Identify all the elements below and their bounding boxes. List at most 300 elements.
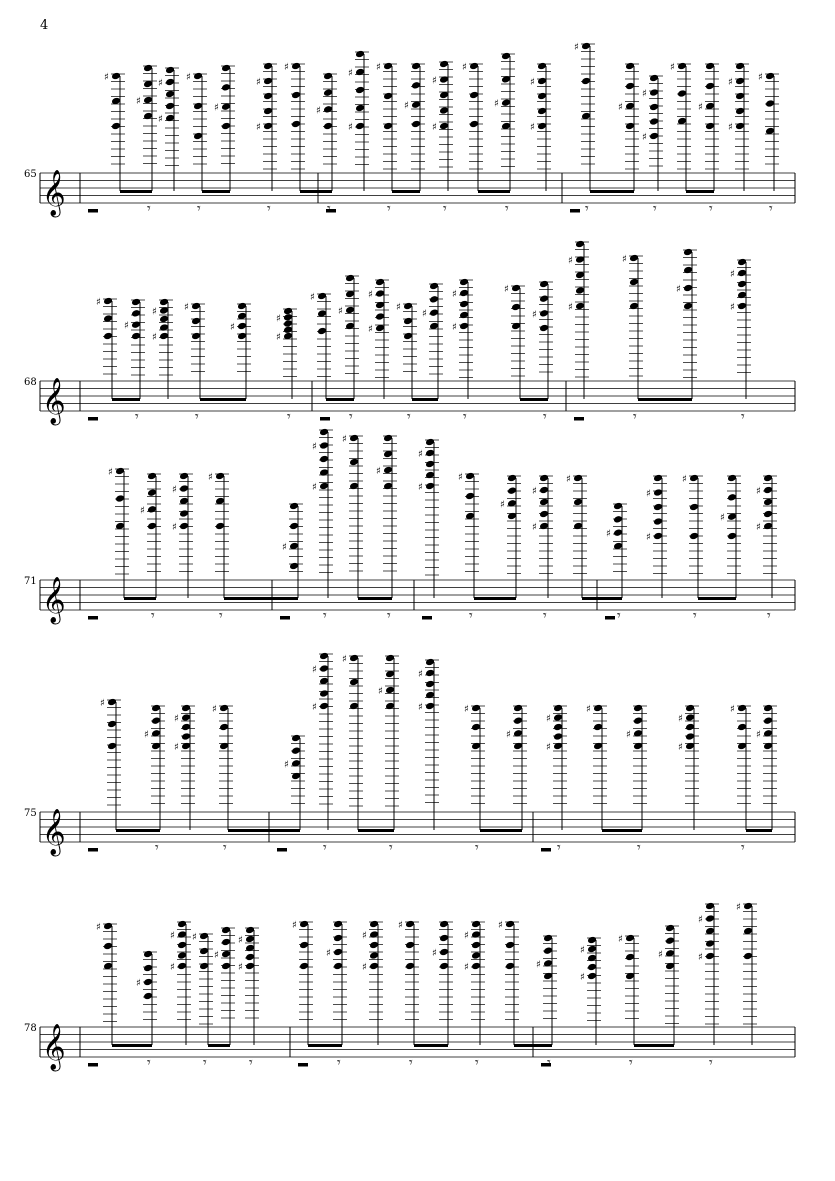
note-head <box>375 312 385 321</box>
sharp-accidental: ♯ <box>238 962 243 973</box>
note-head <box>375 289 385 298</box>
note-head <box>629 278 639 287</box>
sharp-accidental: ♯ <box>170 962 175 973</box>
sharp-accidental: ♯ <box>618 934 623 945</box>
note-head <box>221 950 231 959</box>
note-head <box>383 482 393 491</box>
sharp-accidental: ♯ <box>676 284 681 295</box>
note-head <box>333 934 343 943</box>
beam <box>414 1044 448 1047</box>
sharp-accidental: ♯ <box>100 698 105 709</box>
note-head <box>385 654 395 663</box>
note-head <box>763 474 773 483</box>
note-head <box>575 255 585 264</box>
note-head <box>625 972 635 981</box>
note-head <box>355 68 365 77</box>
note-head <box>553 742 563 751</box>
eighth-rest: 𝄾 <box>543 608 547 624</box>
note-head <box>221 926 231 935</box>
note-head <box>425 680 435 689</box>
note-head <box>369 941 379 950</box>
note-head <box>513 742 523 751</box>
treble-clef: 𝄞 <box>42 1024 66 1070</box>
note-head <box>537 92 547 101</box>
note-head <box>735 77 745 86</box>
note-head <box>319 664 329 673</box>
note-head <box>763 498 773 507</box>
beam <box>202 190 230 193</box>
note-head <box>629 302 639 311</box>
sharp-accidental: ♯ <box>326 948 331 959</box>
note-head <box>405 962 415 971</box>
sharp-accidental: ♯ <box>140 505 145 517</box>
note-head <box>245 962 255 971</box>
note-head <box>333 920 343 929</box>
note-head <box>501 98 511 107</box>
note-head <box>511 284 521 293</box>
note-head <box>147 488 157 497</box>
eighth-rest: 𝄾 <box>469 608 473 624</box>
note-head <box>263 122 273 131</box>
note-head <box>737 280 747 289</box>
eighth-rest: 𝄾 <box>249 1055 253 1071</box>
note-head <box>653 503 663 512</box>
note-head <box>143 950 153 959</box>
beam <box>520 398 548 401</box>
sharp-accidental: ♯ <box>310 292 315 303</box>
beam <box>698 597 736 600</box>
note-head <box>425 471 435 480</box>
note-head <box>319 652 329 661</box>
eighth-rest: 𝄾 <box>147 1055 151 1071</box>
sharp-accidental: ♯ <box>312 702 317 713</box>
sharp-accidental: ♯ <box>348 68 353 79</box>
note-head <box>193 72 203 81</box>
note-head <box>737 742 747 751</box>
note-head <box>159 332 169 341</box>
note-head <box>221 64 231 73</box>
sharp-accidental: ♯ <box>464 962 469 973</box>
sharp-accidental: ♯ <box>432 122 437 133</box>
note-head <box>131 298 141 307</box>
sharp-accidental: ♯ <box>124 320 129 332</box>
note-head <box>459 300 469 309</box>
note-head <box>633 704 643 713</box>
note-head <box>177 951 187 960</box>
eighth-rest: 𝄾 <box>543 409 547 425</box>
sharp-accidental: ♯ <box>658 949 663 961</box>
note-head <box>143 96 153 105</box>
sharp-accidental: ♯ <box>452 289 457 300</box>
sharp-accidental: ♯ <box>398 920 403 931</box>
note-head <box>131 309 141 318</box>
whole-rest <box>88 1063 98 1067</box>
note-head <box>511 303 521 312</box>
note-head <box>459 311 469 320</box>
note-head <box>471 962 481 971</box>
note-head <box>511 322 521 331</box>
note-head <box>177 920 187 929</box>
note-head <box>345 306 355 315</box>
note-head <box>439 106 449 115</box>
note-head <box>705 902 715 911</box>
sharp-accidental: ♯ <box>158 114 163 125</box>
note-head <box>425 658 435 667</box>
sharp-accidental: ♯ <box>172 522 177 533</box>
measure-number-system-1: 65 <box>24 169 37 180</box>
note-head <box>245 935 255 944</box>
note-head <box>323 122 333 131</box>
note-head <box>131 332 141 341</box>
beam <box>392 190 420 193</box>
sharp-accidental: ♯ <box>698 952 703 963</box>
beam <box>228 829 300 832</box>
note-head <box>763 510 773 519</box>
note-head <box>539 309 549 318</box>
whole-rest <box>326 209 336 213</box>
note-head <box>411 62 421 71</box>
note-head <box>403 302 413 311</box>
eighth-rest: 𝄾 <box>709 201 713 217</box>
note-head <box>439 948 449 957</box>
note-head <box>237 302 247 311</box>
note-head <box>383 466 393 475</box>
eighth-rest: 𝄾 <box>475 1055 479 1071</box>
note-head <box>735 62 745 71</box>
eighth-rest: 𝄾 <box>387 608 391 624</box>
note-head <box>383 434 393 443</box>
note-head <box>539 486 549 495</box>
note-head <box>103 942 113 951</box>
sharp-accidental: ♯ <box>626 729 631 741</box>
eighth-rest: 𝄾 <box>223 840 227 856</box>
note-head <box>191 302 201 311</box>
treble-clef: 𝄞 <box>42 809 66 855</box>
eighth-rest: 𝄾 <box>475 840 479 856</box>
sharp-accidental: ♯ <box>532 309 537 321</box>
eighth-rest: 𝄾 <box>151 608 155 624</box>
note-head <box>383 92 393 101</box>
note-head <box>165 78 175 87</box>
page-number: 4 <box>40 18 49 33</box>
note-head <box>291 62 301 71</box>
whole-rest <box>280 616 290 620</box>
note-head <box>653 488 663 497</box>
whole-rest <box>422 616 432 620</box>
eighth-rest: 𝄾 <box>155 840 159 856</box>
note-head <box>685 713 695 722</box>
sharp-accidental: ♯ <box>462 62 467 73</box>
note-head <box>727 493 737 502</box>
whole-rest <box>88 417 98 421</box>
sharp-accidental: ♯ <box>574 42 579 53</box>
note-head <box>219 742 229 751</box>
whole-rest <box>298 1063 308 1067</box>
eighth-rest: 𝄾 <box>585 201 589 217</box>
note-head <box>471 704 481 713</box>
note-head <box>405 941 415 950</box>
note-head <box>375 301 385 310</box>
sharp-accidental: ♯ <box>152 306 157 318</box>
note-head <box>165 102 175 111</box>
sharp-accidental: ♯ <box>418 702 423 713</box>
note-head <box>465 492 475 501</box>
note-head <box>459 289 469 298</box>
sharp-accidental: ♯ <box>418 482 423 493</box>
note-head <box>199 962 209 971</box>
note-head <box>143 978 153 987</box>
note-head <box>587 972 597 981</box>
note-head <box>177 941 187 950</box>
note-head <box>683 248 693 257</box>
note-head <box>349 654 359 663</box>
sharp-accidental: ♯ <box>756 729 761 741</box>
measure-number-system-5: 78 <box>24 1023 37 1034</box>
sharp-accidental: ♯ <box>418 449 423 460</box>
note-head <box>369 920 379 929</box>
eighth-rest: 𝄾 <box>349 409 353 425</box>
note-head <box>143 64 153 73</box>
note-head <box>507 486 517 495</box>
sharp-accidental: ♯ <box>494 98 499 110</box>
sharp-accidental: ♯ <box>682 474 687 485</box>
note-head <box>181 723 191 732</box>
note-head <box>685 723 695 732</box>
beam <box>200 398 246 401</box>
eighth-rest: 𝄾 <box>147 201 151 217</box>
eighth-rest: 𝄾 <box>287 409 291 425</box>
note-head <box>593 704 603 713</box>
note-head <box>689 474 699 483</box>
eighth-rest: 𝄾 <box>323 608 327 624</box>
note-head <box>151 704 161 713</box>
sharp-accidental: ♯ <box>404 100 409 112</box>
note-head <box>763 522 773 531</box>
note-head <box>131 320 141 329</box>
eighth-rest: 𝄾 <box>557 840 561 856</box>
sharp-accidental: ♯ <box>136 978 141 989</box>
note-head <box>737 723 747 732</box>
sharp-accidental: ♯ <box>720 512 725 524</box>
note-head <box>147 472 157 481</box>
note-head <box>689 503 699 512</box>
sharp-accidental: ♯ <box>432 948 437 959</box>
sharp-accidental: ♯ <box>452 322 457 333</box>
note-head <box>649 74 659 83</box>
note-head <box>543 972 553 981</box>
eighth-rest: 𝄾 <box>387 201 391 217</box>
sharp-accidental: ♯ <box>758 72 763 83</box>
note-head <box>765 99 775 108</box>
note-head <box>177 962 187 971</box>
eighth-rest: 𝄾 <box>637 840 641 856</box>
eighth-rest: 𝄾 <box>409 1055 413 1071</box>
beam <box>358 597 392 600</box>
sharp-accidental: ♯ <box>136 96 141 107</box>
note-head <box>471 941 481 950</box>
note-head <box>649 117 659 126</box>
note-head <box>263 107 273 116</box>
note-head <box>587 945 597 954</box>
sharp-accidental: ♯ <box>256 77 261 88</box>
sharp-accidental: ♯ <box>536 959 541 971</box>
note-head <box>573 498 583 507</box>
note-head <box>237 322 247 331</box>
note-head <box>737 302 747 311</box>
eighth-rest: 𝄾 <box>323 840 327 856</box>
note-head <box>613 515 623 524</box>
note-head <box>743 952 753 961</box>
note-head <box>181 732 191 741</box>
eighth-rest: 𝄾 <box>195 409 199 425</box>
beam <box>686 190 714 193</box>
note-head <box>143 112 153 121</box>
note-head <box>587 963 597 972</box>
note-head <box>649 132 659 141</box>
note-head <box>151 716 161 725</box>
note-head <box>459 322 469 331</box>
eighth-rest: 𝄾 <box>337 1055 341 1071</box>
sharp-accidental: ♯ <box>368 324 373 335</box>
beam <box>208 1044 230 1047</box>
note-head <box>653 517 663 526</box>
sharp-accidental: ♯ <box>622 254 627 265</box>
note-head <box>683 266 693 275</box>
sharp-accidental: ♯ <box>230 322 235 333</box>
sharp-accidental: ♯ <box>432 75 437 87</box>
beam <box>224 597 298 600</box>
beam <box>746 829 772 832</box>
sharp-accidental: ♯ <box>238 935 243 946</box>
sharp-accidental: ♯ <box>568 302 573 313</box>
eighth-rest: 𝄾 <box>505 201 509 217</box>
beam <box>112 398 140 401</box>
note-head <box>181 742 191 751</box>
sharp-accidental: ♯ <box>418 669 423 680</box>
note-head <box>705 939 715 948</box>
eighth-rest: 𝄾 <box>617 608 621 624</box>
whole-rest <box>88 848 98 852</box>
note-head <box>355 122 365 131</box>
sharp-accidental: ♯ <box>192 932 197 943</box>
eighth-rest: 𝄾 <box>629 1055 633 1071</box>
note-head <box>181 713 191 722</box>
note-head <box>111 72 121 81</box>
sharp-accidental: ♯ <box>214 950 219 961</box>
note-head <box>177 930 187 939</box>
note-head <box>471 723 481 732</box>
sharp-accidental: ♯ <box>530 77 535 88</box>
note-head <box>319 428 329 437</box>
eighth-rest: 𝄾 <box>219 608 223 624</box>
note-head <box>513 716 523 725</box>
note-head <box>219 704 229 713</box>
note-head <box>103 332 113 341</box>
note-head <box>193 102 203 111</box>
sharp-accidental: ♯ <box>104 72 109 83</box>
sharp-accidental: ♯ <box>152 332 157 343</box>
note-head <box>763 486 773 495</box>
note-head <box>283 307 293 316</box>
note-head <box>665 936 675 945</box>
note-head <box>507 474 517 483</box>
note-head <box>299 962 309 971</box>
note-head <box>425 449 435 458</box>
note-head <box>763 742 773 751</box>
note-head <box>705 82 715 91</box>
note-head <box>727 532 737 541</box>
note-head <box>539 324 549 333</box>
sharp-accidental: ♯ <box>276 313 281 325</box>
note-head <box>425 669 435 678</box>
beam <box>112 1044 152 1047</box>
sharp-accidental: ♯ <box>464 704 469 715</box>
note-head <box>143 992 153 1001</box>
whole-rest <box>320 417 330 421</box>
sharp-accidental: ♯ <box>170 930 175 942</box>
note-head <box>581 42 591 51</box>
sharp-accidental: ♯ <box>108 467 113 478</box>
note-head <box>319 441 329 450</box>
note-head <box>553 723 563 732</box>
beam <box>412 398 438 401</box>
note-head <box>289 522 299 531</box>
note-head <box>221 962 231 971</box>
eighth-rest: 𝄾 <box>267 201 271 217</box>
note-head <box>383 122 393 131</box>
note-head <box>319 482 329 491</box>
sharp-accidental: ♯ <box>464 930 469 942</box>
sharp-accidental: ♯ <box>368 289 373 301</box>
sharp-accidental: ♯ <box>642 88 647 100</box>
note-head <box>245 926 255 935</box>
note-head <box>349 434 359 443</box>
note-head <box>429 295 439 304</box>
sharp-accidental: ♯ <box>698 914 703 926</box>
whole-rest <box>88 616 98 620</box>
sharp-accidental: ♯ <box>728 77 733 88</box>
note-head <box>143 964 153 973</box>
note-head <box>349 678 359 687</box>
note-head <box>737 269 747 278</box>
note-head <box>539 522 549 531</box>
note-head <box>245 953 255 962</box>
note-head <box>653 474 663 483</box>
note-head <box>263 92 273 101</box>
note-head <box>439 75 449 84</box>
note-head <box>107 698 117 707</box>
note-head <box>291 120 301 129</box>
sharp-accidental: ♯ <box>376 466 381 477</box>
note-head <box>439 920 449 929</box>
note-head <box>425 482 435 491</box>
note-head <box>763 716 773 725</box>
note-head <box>513 704 523 713</box>
note-head <box>291 772 301 781</box>
whole-rest <box>541 848 551 852</box>
note-head <box>653 532 663 541</box>
beam <box>308 1044 342 1047</box>
note-head <box>587 936 597 945</box>
note-head <box>179 484 189 493</box>
note-head <box>625 62 635 71</box>
note-head <box>649 103 659 112</box>
note-head <box>103 922 113 931</box>
note-head <box>355 104 365 113</box>
note-head <box>115 467 125 476</box>
note-head <box>665 962 675 971</box>
note-head <box>543 934 553 943</box>
